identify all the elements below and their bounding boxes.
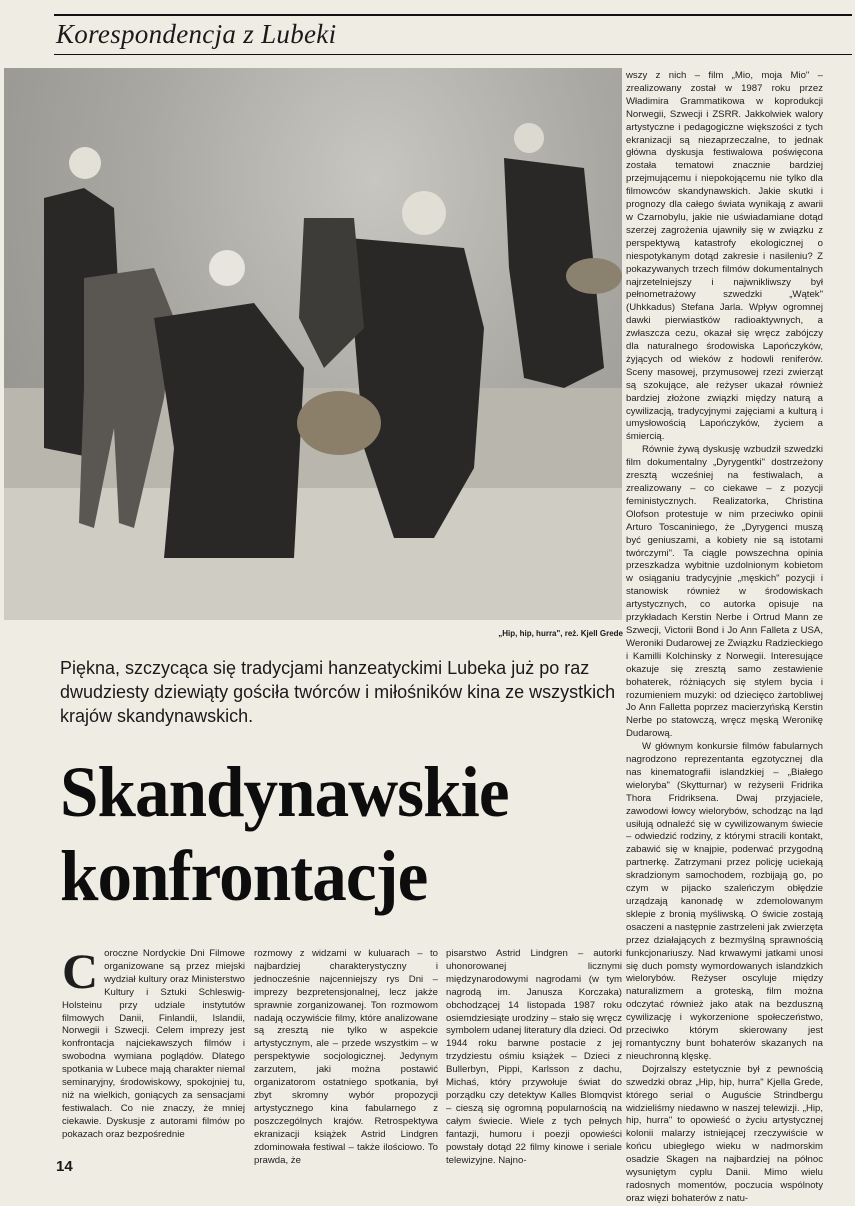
- article-headline: [60, 750, 607, 918]
- headline-line-2: konfrontacje: [60, 836, 428, 916]
- text-column-2: [254, 948, 438, 1167]
- paragraph: W głównym konkursie filmów fabularnych nagrodzono reprezentanta egzotycznej dla nas kinematografii islandzkiej – „Białego wieloryba" (Skytturnar) w reżyserii Fridrika Thora Fridriksena. Dwaj przyjaciele, zawodowi łowcy wielorybów, schodząc na ląd usiłują odnaleźć się w cywilizowanym świecie – odwiedzić rodziny, z którymi stracili kontakt, zabawić się w knajpie, poderwać przygodną partnerkę. Zatrzymani przez policję uciekają skradzionym samochodem, rozbijają go, po czym w pijacko szaleńczym obłędzie urządzają kanonadę w zdemolowanym sklepie z bronią myśliwską. O świcie zostają osaczeni a następnie zastrzeleni jak zwierzęta przez działających z bezmyślną sprawnością funkcjonariuszy. Nad krwawymi jatkami unosi się duch pomsty wymordowanych islandzkich wielorybów. Reżyser oscyluje między naturalizmem a groteską, film można odczytać również jako atak na bezduszną cywilizację i wykorzenione społeczeństwo, przeciwko którym skierowany jest romantyczny bunt bohaterów skazanych na nieuchronną klęskę.: [626, 741, 823, 1062]
- section-title: Korespondencja z Lubeki: [56, 19, 337, 49]
- lead-paragraph: Piękna, szczycąca się tradycjami hanzeatyckimi Lubeka już po raz dwudziesty dziewiąty gościła twórców i miłośników kina ze wszystkich krajów skandynawskich.: [60, 658, 616, 726]
- headline-line-1: Skandynawskie: [60, 752, 509, 832]
- drop-cap: C: [62, 943, 99, 999]
- photo-illustration: [4, 68, 622, 620]
- paragraph: wszy z nich – film „Mio, moja Mio" – zrealizowany został w 1987 roku przez Władimira Grammatikowa w koprodukcji Norwegii, Szwecji i ZSRR. Jakkolwiek walory artystyczne i pedagogiczne większości z tych ekranizacji są niezaprzeczalne, to jednak główna dyskusja festiwalowa poświęcona została tematowi znacznie bardziej przejmującemu i niepokojącemu nie tylko dla filmowców skandynawskich. Jakie skutki i prognozy dla całego świata wynikają z awarii w Czarnobylu, jakie nie uświadamiane dotąd szerzej zagrożenia ujawniły się w związku z perspektywą katastrofy ekologicznej o niespotykanym dotąd zakresie i nasileniu? Z pokazywanych trzech filmów dokumentalnych najrzetelniejszy i najwnikliwszy był pełnometrażowy szwedzki „Wątek" (Uhkkadus) Stefana Jarla. Wpływ ogromnej dawki pierwiastków radioaktywnych, a zwłaszcza cezu, okazał się wręcz zabójczy dla naturalnego środowiska Lapończyków, żyjących od wieków z hodowli reniferów. Sceny masowej, przymusowej rzezi zwierząt są szokujące, ale reżyser ukazał również bardziej złożone związki między naturą a cywilizacją, tradycyjnymi zajęciami a kulturą i umysłowością Lapończyków, życiem a śmiercią.: [626, 70, 823, 443]
- paragraph: rozmowy z widzami w kuluarach – to najbardziej charakterystyczny i jednocześnie najcenniejszy rys Dni – imprezy bezpretensjonalnej, lecz jakże sprawnie zorganizowanej. Ton rozmowom nadają oczywiście filmy, które analizowane są zresztą nie tylko w aspekcie artystycznym, ale – przede wszystkim – w perspektywie socjologicznej. Jedynym zarzutem, jaki można postawić organizatorom ostatniego spotkania, był zbyt skromny wybór propozycji artystycznego kina fabularnego z poszczególnych krajów. Retrospektywa ekranizacji książek Astrid Lindgren zdominowała festiwal – także ilościowo. To prawda, że: [254, 948, 438, 1166]
- paragraph: Dojrzalszy estetycznie był z pewnością szwedzki obraz „Hip, hip, hurra" Kjella Grede, którego serial o Auguście Strindbergu widzieliśmy niedawno w naszej telewizji. „Hip, hip, hurra" to opowieść o życiu artystycznej kolonii malarzy istniejącej rzeczywiście w końcu ubiegłego wieku w nadmorskim osadzie Skagen na najbardziej na północ wysuniętym cyplu Danii. Mimo wielu radosnych momentów, poczucia wspólnoty oraz więzi bohaterów z natu-: [626, 1063, 823, 1204]
- paragraph: Równie żywą dyskusję wzbudził szwedzki film dokumentalny „Dyrygentki" dostrzeżony zresztą wcześniej na festiwalach, a zrealizowany – co ciekawe – z pozycji feministycznych. Realizatorka, Christina Olofson protestuje w nim przeciwko opinii Arturo Toscaniniego, że „Dyrygenci muszą być geniuszami, a kobiety nie są istotami twórczymi". Ta ciągle powszechna opinia przeszkadza wybitnie uzdolnionym kobietom w osiąganiu tradycyjnie „męskich" pozycji i stanowisk również w środowiskach artystycznych, co autorka opisuje na przykładach Kerstin Nerbe i Ortrud Mann ze Szwecji, Victorii Bond i Jo Ann Falleta z USA, Weroniki Dudarowej ze Związku Radzieckiego i Kamilli Kolchinsky z Norwegii. Interesujące okazuje się zresztą samo zestawienie bohaterek, różniących się stylem bycia i rozumieniem muzyki: od dziecięco żartobliwej Jo Ann Falletta poprzez macierzyńską Kerstin Nerbe po statowczą, wręcz męską Weronikę Dudarową.: [626, 444, 823, 740]
- page-number: 14: [56, 1158, 73, 1175]
- paragraph: Coroczne Nordyckie Dni Filmowe organizowane są przez miejski wydział kultury oraz Ministerstwo Kultury i Sztuki Schleswig-Holsteinu przy udziale instytutów filmowych Danii, Finlandii, Islandii, Norwegii i Szwecji. Celem imprezy jest konfrontacja najciekawszych filmów i swobodna wymiana poglądów. Dlatego spotkania w Lubece mają charakter niemal seminaryjny, środowiskowy, spokojniej tu, niż na wielkich, goniących za sensacjami festiwalach. Co nie znaczy, że mniej ciekawie. Dyskusje z autorami filmów po pokazach oraz bezpośrednie: [62, 943, 245, 1140]
- photo-caption: „Hip, hip, hurra", reż. Kjell Grede: [498, 629, 623, 638]
- text-column-4: [626, 70, 823, 1206]
- article-photo: [4, 68, 622, 620]
- text-column-1: [62, 943, 245, 1142]
- text-column-3: [446, 948, 622, 1167]
- section-header: [54, 14, 852, 56]
- paragraph: pisarstwo Astrid Lindgren – autorki uhonorowanej licznymi międzynarodowymi nagrodami (w tym nagrodą im. Janusza Korczaka) obchodzącej 14 listopada 1987 roku osiemdziesiąte urodziny – stało się wręcz symbolem udanej literatury dla dzieci. Od 1944 roku barwne postacie z jej trzydziestu ośmiu książek – Dzieci z Bullerbyn, Pippi, Karlsson z dachu, Michaś, który przywołuje świat do porządku czy detektyw Kalles Blomqvist – cieszą się ogromną popularnością na całym świecie. Wiele z tych pełnych fantazji, humoru i poezji opowieści powstały dotąd 22 filmy kinowe i seriale telewizyjne. Najno-: [446, 948, 622, 1166]
